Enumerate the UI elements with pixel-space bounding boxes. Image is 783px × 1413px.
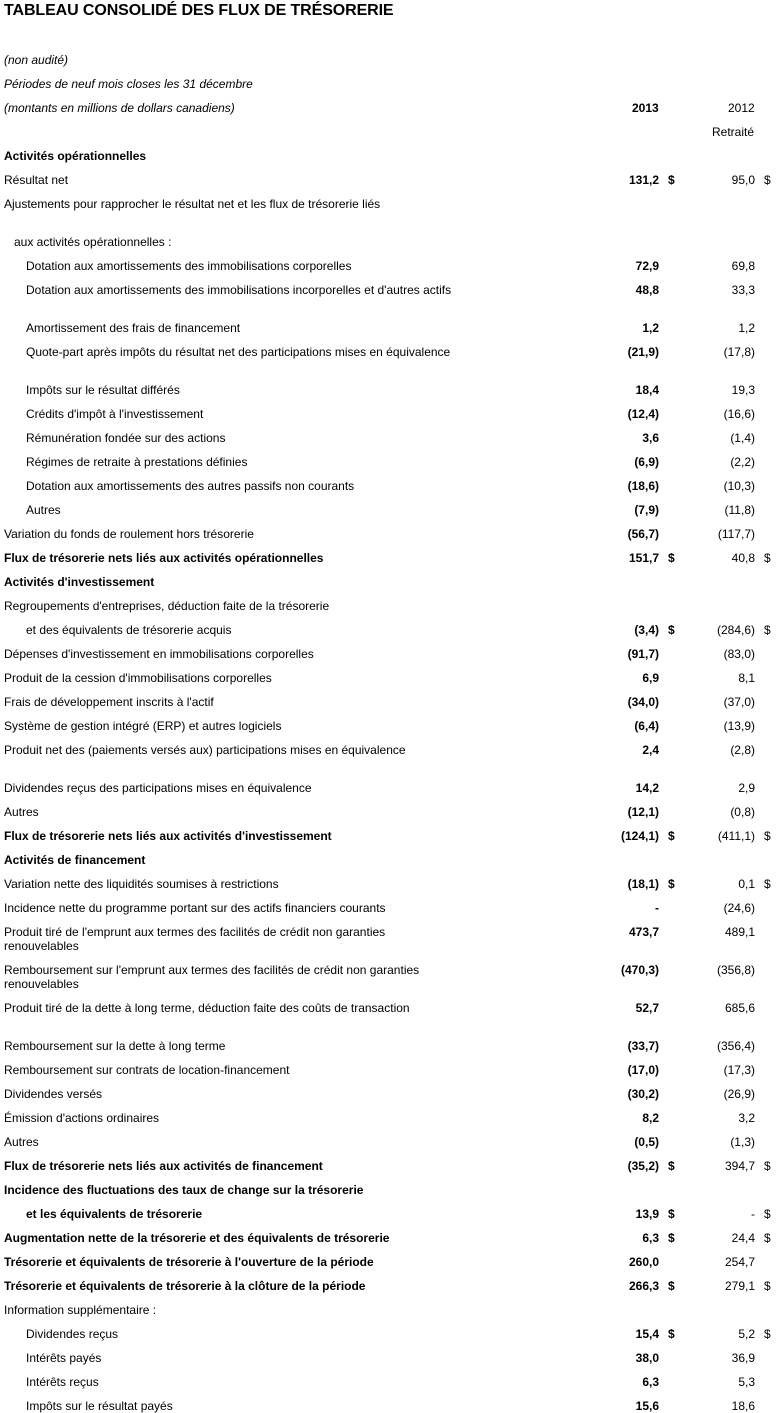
value-2012: (0,8): [730, 805, 755, 819]
value-2012: 394,7: [724, 1159, 755, 1173]
currency-2012: $: [764, 1159, 771, 1173]
value-2012: (13,9): [723, 719, 755, 733]
value-2012: (17,8): [723, 345, 755, 359]
value-2012: (11,8): [724, 503, 755, 517]
value-2012: 69,8: [731, 259, 755, 273]
currency-2012: $: [764, 829, 771, 843]
value-2012: 1,2: [738, 321, 755, 335]
row-label: Intérêts payés: [26, 1351, 102, 1365]
value-2013: (7,9): [634, 503, 659, 517]
row-label: Activités de financement: [4, 853, 146, 867]
value-2013: 2,4: [642, 743, 659, 757]
currency-2013: $: [668, 1279, 675, 1293]
unaudited-note: (non audité): [4, 53, 69, 67]
row-label: Amortissement des frais de financement: [26, 321, 241, 335]
row-label: Crédits d'impôt à l'investissement: [26, 407, 204, 421]
value-2013: 8,2: [642, 1111, 659, 1125]
currency-2013: $: [668, 173, 675, 187]
value-2012: 24,4: [731, 1231, 755, 1245]
value-2012: 489,1: [724, 925, 755, 939]
value-2013: 260,0: [628, 1255, 659, 1269]
row-label: Information supplémentaire :: [4, 1303, 157, 1317]
value-2012: (24,6): [723, 901, 755, 915]
value-2013: 18,4: [635, 383, 659, 397]
value-2012: 279,1: [724, 1279, 755, 1293]
row-label: Produit net des (paiements versés aux) participations mises en équivalence: [4, 743, 406, 757]
currency-2013: $: [668, 829, 675, 843]
value-2013: 6,3: [642, 1375, 659, 1389]
value-2012: 40,8: [731, 551, 755, 565]
row-label: Autres: [26, 503, 61, 517]
row-label: Produit tiré de l'emprunt aux termes des facilités de crédit non garanties renouvelables: [4, 925, 386, 953]
row-label: Autres: [4, 805, 39, 819]
value-2013: 48,8: [635, 283, 659, 297]
value-2013: 14,2: [635, 781, 659, 795]
currency-2013: $: [668, 877, 675, 891]
value-2012: (356,8): [716, 963, 755, 977]
row-label: Flux de trésorerie nets liés aux activités opérationnelles: [4, 551, 324, 565]
currency-2012: $: [764, 173, 771, 187]
value-2012: (2,2): [730, 455, 755, 469]
value-2013: 38,0: [635, 1351, 659, 1365]
value-2013: 52,7: [635, 1001, 659, 1015]
row-label: Dotation aux amortissements des immobilisations corporelles: [26, 259, 352, 273]
row-label: Émission d'actions ordinaires: [4, 1111, 160, 1125]
row-label: Autres: [4, 1135, 39, 1149]
value-2013: 6,3: [642, 1231, 659, 1245]
value-2012: (16,6): [723, 407, 755, 421]
column-header-restated: Retraité: [712, 125, 755, 139]
row-label: Incidence des fluctuations des taux de change sur la trésorerie: [4, 1183, 364, 1197]
row-label: Dividendes versés: [4, 1087, 103, 1101]
row-label: Variation nette des liquidités soumises à restrictions: [4, 877, 279, 891]
value-2013: (6,4): [634, 719, 659, 733]
row-label: Activités opérationnelles: [4, 149, 147, 163]
row-label: Remboursement sur l'emprunt aux termes des facilités de crédit non garanties renouvelables: [4, 963, 420, 991]
value-2013: (12,4): [627, 407, 659, 421]
value-2013: (30,2): [627, 1087, 659, 1101]
row-label: Incidence nette du programme portant sur des actifs financiers courants: [4, 901, 386, 915]
value-2013: 13,9: [635, 1207, 659, 1221]
currency-2013: $: [668, 1231, 675, 1245]
currency-2012: $: [764, 1207, 771, 1221]
value-2012: 685,6: [724, 1001, 755, 1015]
value-2013: 15,6: [635, 1399, 659, 1413]
row-label: Résultat net: [4, 173, 69, 187]
value-2012: 8,1: [738, 671, 755, 685]
value-2012: 5,2: [738, 1327, 755, 1341]
value-2013: 1,2: [642, 321, 659, 335]
value-2013: (0,5): [634, 1135, 659, 1149]
row-label: Remboursement sur contrats de location-financement: [4, 1063, 290, 1077]
value-2013: (124,1): [620, 829, 659, 843]
value-2013: (18,6): [627, 479, 659, 493]
value-2013: (17,0): [627, 1063, 659, 1077]
currency-2013: $: [668, 623, 675, 637]
value-2013: (35,2): [627, 1159, 659, 1173]
currency-2012: $: [764, 1327, 771, 1341]
value-2013: -: [655, 901, 659, 915]
row-label: Rémunération fondée sur des actions: [26, 431, 226, 445]
row-label: Regroupements d'entreprises, déduction faite de la trésorerie: [4, 599, 330, 613]
row-label: Dépenses d'investissement en immobilisations corporelles: [4, 647, 314, 661]
row-label: Dividendes reçus: [26, 1327, 119, 1341]
value-2012: 33,3: [731, 283, 755, 297]
value-2012: 0,1: [738, 877, 755, 891]
period-note: Périodes de neuf mois closes les 31 décembre: [4, 77, 253, 91]
value-2013: (91,7): [627, 647, 659, 661]
row-label: aux activités opérationnelles :: [14, 235, 172, 249]
value-2012: (37,0): [723, 695, 755, 709]
row-label: Impôts sur le résultat différés: [26, 383, 180, 397]
currency-2013: $: [668, 1327, 675, 1341]
value-2013: 72,9: [635, 259, 659, 273]
row-label: Produit de la cession d'immobilisations corporelles: [4, 671, 272, 685]
currency-2012: $: [764, 551, 771, 565]
value-2012: 36,9: [731, 1351, 755, 1365]
value-2012: 95,0: [731, 173, 755, 187]
value-2012: 19,3: [731, 383, 755, 397]
row-label: Dotation aux amortissements des autres passifs non courants: [26, 479, 355, 493]
row-label: Dividendes reçus des participations mises en équivalence: [4, 781, 312, 795]
value-2012: (356,4): [716, 1039, 755, 1053]
value-2012: (117,7): [717, 527, 755, 541]
row-label: Trésorerie et équivalents de trésorerie à la clôture de la période: [4, 1279, 366, 1293]
value-2012: (2,8): [730, 743, 755, 757]
currency-2012: $: [764, 623, 771, 637]
value-2013: (470,3): [620, 963, 659, 977]
value-2013: (56,7): [627, 527, 659, 541]
currency-2013: $: [668, 551, 675, 565]
value-2013: (6,9): [634, 455, 659, 469]
value-2013: 473,7: [628, 925, 659, 939]
currency-2013: $: [668, 1159, 675, 1173]
row-label: Ajustements pour rapprocher le résultat net et les flux de trésorerie liés: [4, 197, 381, 211]
column-header-2013: 2013: [632, 101, 659, 115]
value-2012: (10,3): [723, 479, 755, 493]
currency-2013: $: [668, 1207, 675, 1221]
row-label: Impôts sur le résultat payés: [26, 1399, 173, 1413]
value-2012: 18,6: [731, 1399, 755, 1413]
value-2013: 266,3: [628, 1279, 659, 1293]
value-2012: -: [751, 1207, 755, 1221]
value-2013: 6,9: [642, 671, 659, 685]
row-label: Système de gestion intégré (ERP) et autres logiciels: [4, 719, 282, 733]
value-2013: 15,4: [635, 1327, 659, 1341]
value-2012: (284,6): [716, 623, 755, 637]
row-label: Trésorerie et équivalents de trésorerie à l'ouverture de la période: [4, 1255, 374, 1269]
value-2012: 5,3: [738, 1375, 755, 1389]
currency-2012: $: [764, 1231, 771, 1245]
currency-2012: $: [764, 1279, 771, 1293]
value-2013: 151,7: [628, 551, 659, 565]
row-label: Produit tiré de la dette à long terme, déduction faite des coûts de transaction: [4, 1001, 410, 1015]
row-label: Quote-part après impôts du résultat net des participations mises en équivalence: [26, 345, 451, 359]
currency-2012: $: [764, 877, 771, 891]
row-label: Flux de trésorerie nets liés aux activités d'investissement: [4, 829, 332, 843]
row-label: Activités d'investissement: [4, 575, 155, 589]
row-label: et des équivalents de trésorerie acquis: [26, 623, 232, 637]
value-2012: 2,9: [738, 781, 755, 795]
value-2012: (17,3): [723, 1063, 755, 1077]
value-2012: 254,7: [724, 1255, 755, 1269]
row-label: Variation du fonds de roulement hors trésorerie: [4, 527, 254, 541]
value-2013: (18,1): [627, 877, 659, 891]
row-label: Intérêts reçus: [26, 1375, 99, 1389]
value-2013: 3,6: [642, 431, 659, 445]
value-2013: (34,0): [627, 695, 659, 709]
value-2013: 131,2: [628, 173, 659, 187]
value-2012: (1,3): [730, 1135, 755, 1149]
row-label: Remboursement sur la dette à long terme: [4, 1039, 226, 1053]
value-2013: (21,9): [627, 345, 659, 359]
value-2012: (1,4): [730, 431, 755, 445]
row-label: Dotation aux amortissements des immobilisations incorporelles et d'autres actifs: [26, 283, 452, 297]
value-2012: (26,9): [723, 1087, 755, 1101]
row-label: Augmentation nette de la trésorerie et des équivalents de trésorerie: [4, 1231, 390, 1245]
value-2013: (33,7): [627, 1039, 659, 1053]
document-title: TABLEAU CONSOLIDÉ DES FLUX DE TRÉSORERIE: [4, 2, 394, 19]
row-label: Régimes de retraite à prestations définies: [26, 455, 248, 469]
value-2012: (411,1): [717, 829, 755, 843]
row-label: et les équivalents de trésorerie: [26, 1207, 203, 1221]
value-2012: 3,2: [738, 1111, 755, 1125]
value-2013: (12,1): [627, 805, 659, 819]
value-2013: (3,4): [634, 623, 659, 637]
column-header-2012: 2012: [728, 101, 755, 115]
units-note: (montants en millions de dollars canadiens): [4, 101, 235, 115]
row-label: Frais de développement inscrits à l'actif: [4, 695, 214, 709]
value-2012: (83,0): [723, 647, 755, 661]
row-label: Flux de trésorerie nets liés aux activités de financement: [4, 1159, 323, 1173]
